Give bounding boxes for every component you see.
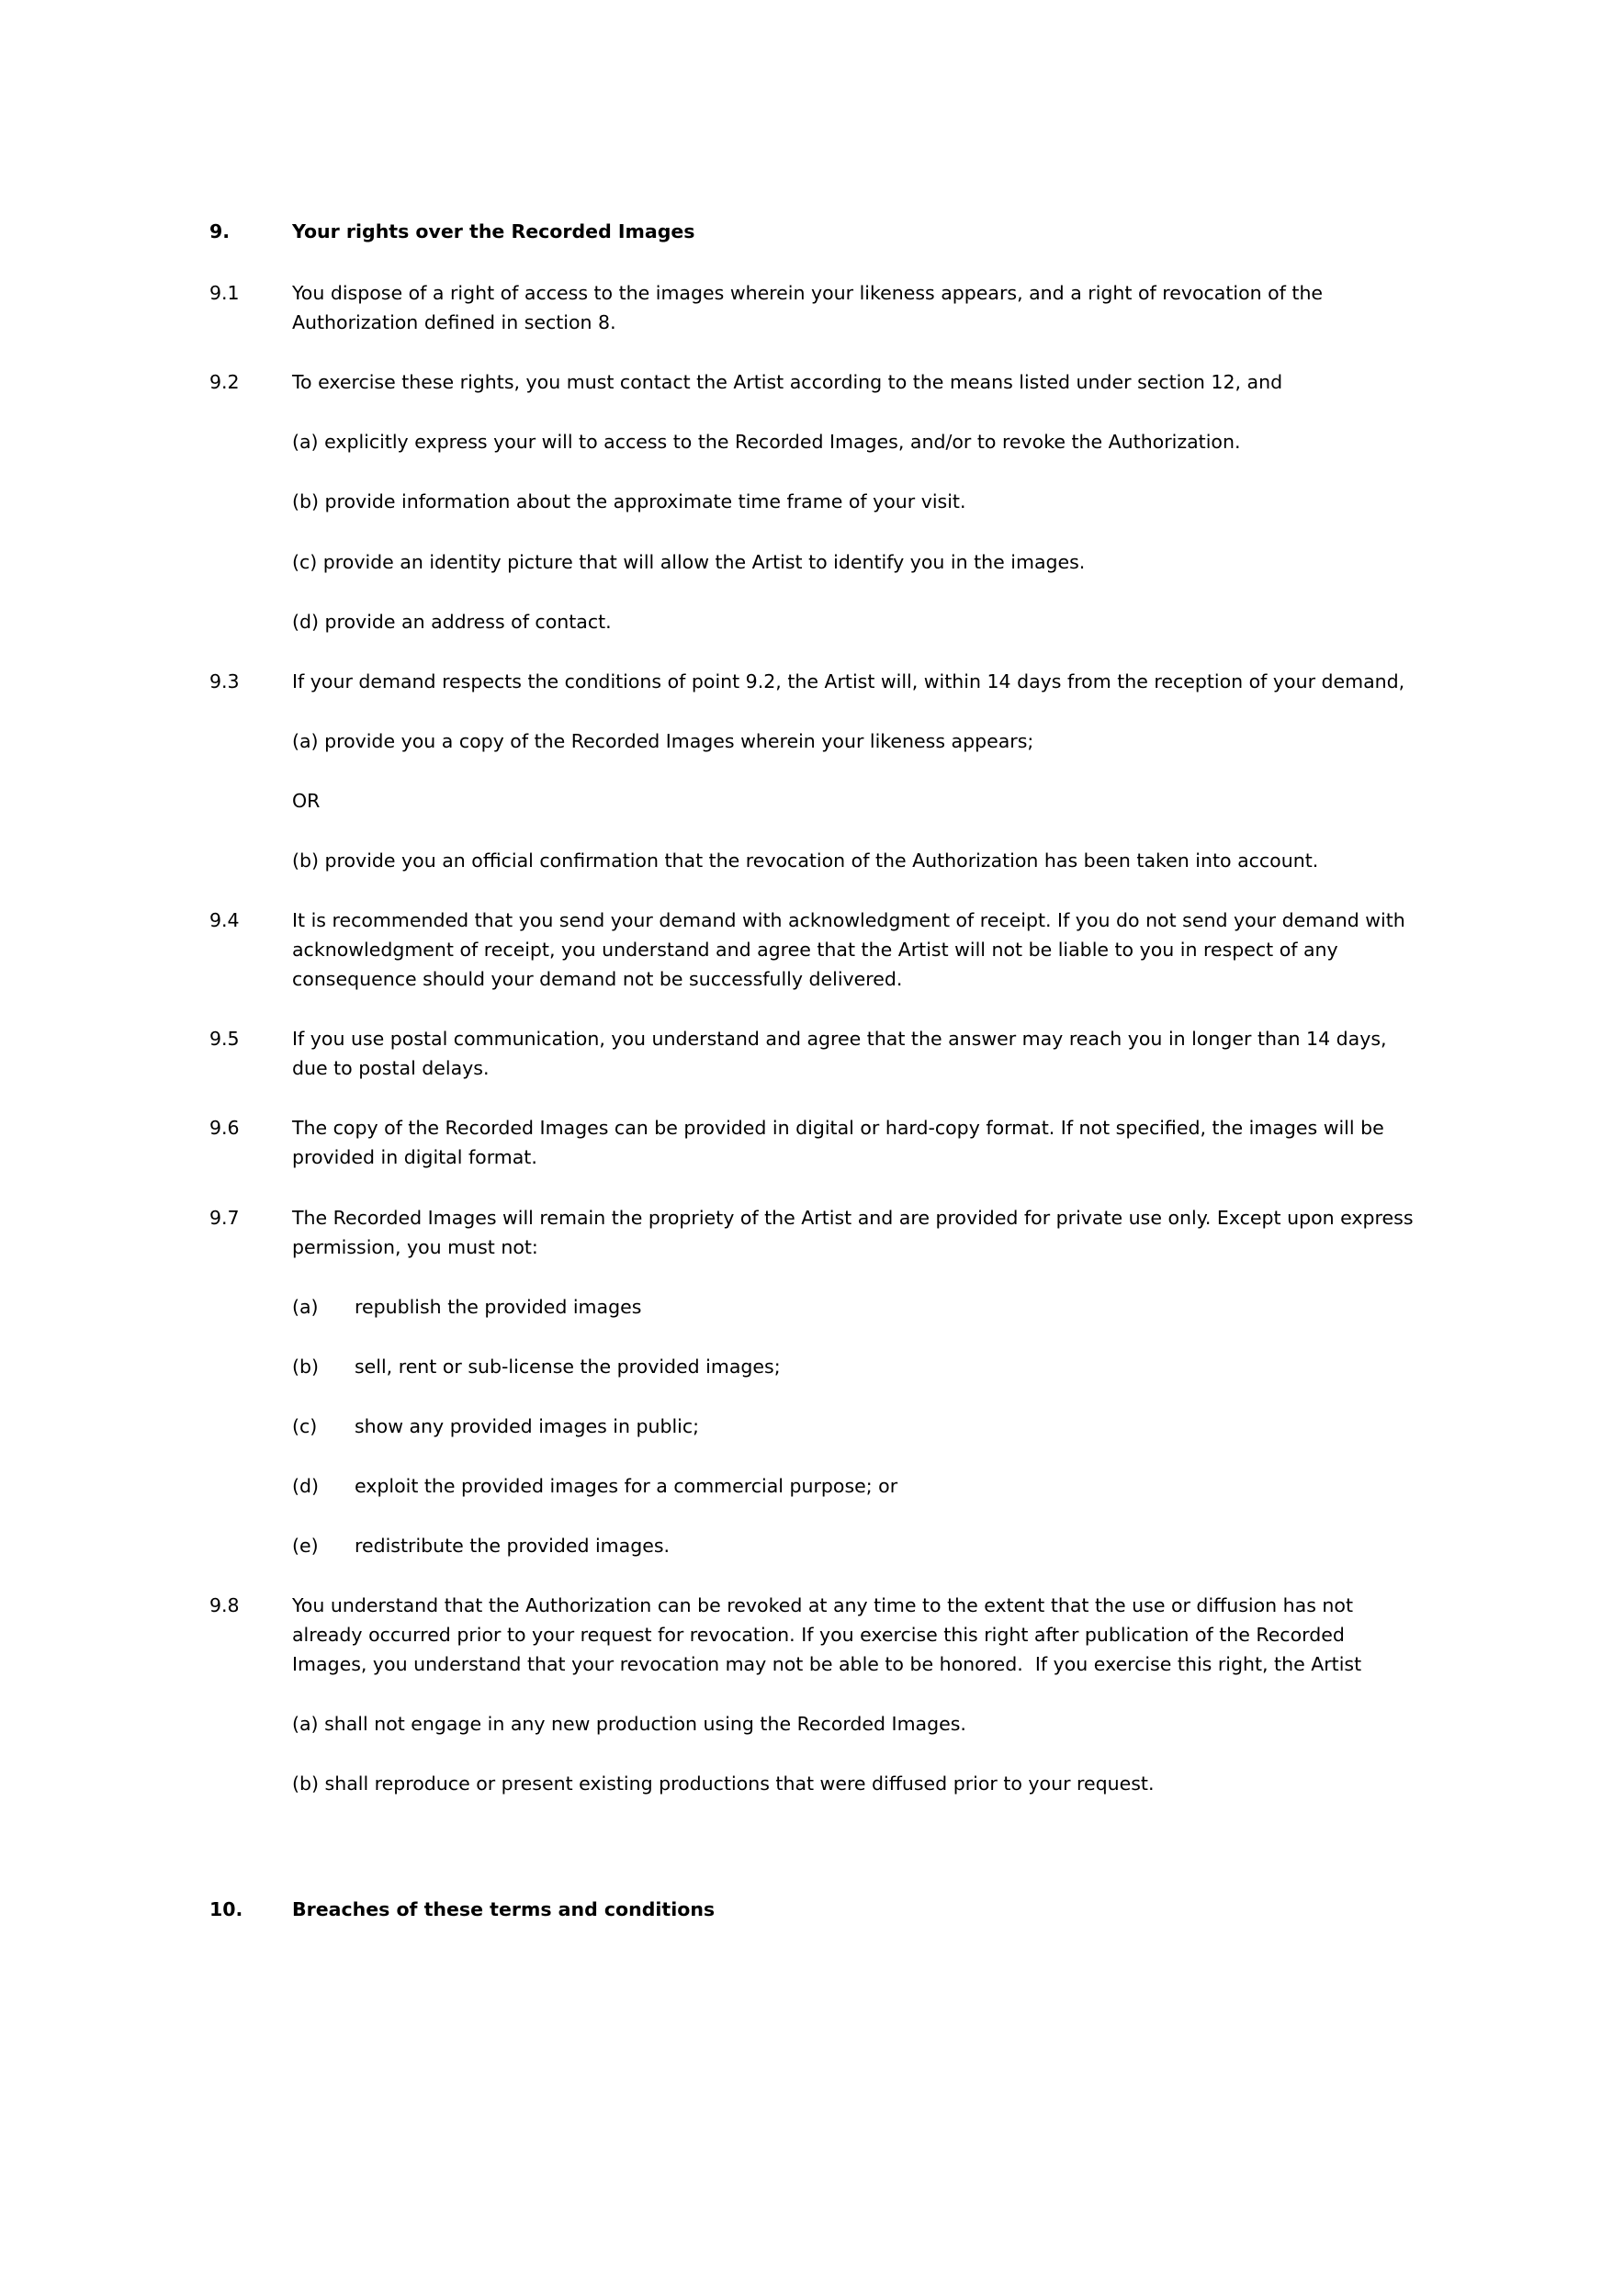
lettered-list-item xyxy=(292,1352,1418,1381)
sub-paragraph: (b) provide you an official confirmation that the revocation of the Authorization has been taken into account. xyxy=(292,849,1319,872)
numbered-clause xyxy=(209,367,1418,397)
clause-text: You understand that the Authorization can be revoked at any time to the extent that the use or diffusion has not already occurred prior to your request for revocation. If you exercise this right after publication of the Recorded Images, you understand that your revocation may not be able to be honored. If you exercise this right, the Artist xyxy=(292,1594,1362,1676)
lettered-list-marker: (d) xyxy=(292,1474,320,1497)
sub-paragraph: (c) provide an identity picture that will allow the Artist to identify you in the images. xyxy=(292,550,1086,573)
lettered-list-item xyxy=(292,1412,1418,1441)
numbered-clause xyxy=(209,1024,1418,1083)
numbered-clause xyxy=(209,1203,1418,1262)
clause-text: If your demand respects the conditions of point 9.2, the Artist will, within 14 days from the reception of your demand, xyxy=(292,670,1405,692)
sub-paragraph: (a) explicitly express your will to access to the Recorded Images, and/or to revoke the Authorization. xyxy=(292,431,1241,454)
sub-paragraph: (a) shall not engage in any new production using the Recorded Images. xyxy=(292,1713,966,1736)
lettered-list-item xyxy=(292,1531,1418,1560)
section-heading xyxy=(209,219,1418,245)
sub-paragraph: (d) provide an address of contact. xyxy=(292,610,612,633)
section-heading-number: 9. xyxy=(209,220,231,242)
lettered-list-item xyxy=(292,1471,1418,1501)
lettered-list-text: sell, rent or sub-license the provided images; xyxy=(355,1355,781,1378)
clause-text: If you use postal communication, you understand and agree that the answer may reach you in longer than 14 days, due to postal delays. xyxy=(292,1028,1393,1080)
clause-text: You dispose of a right of access to the images wherein your likeness appears, and a right of revocation of the Authorization defined in section 8. xyxy=(292,282,1329,334)
numbered-clause xyxy=(209,278,1418,337)
numbered-clause xyxy=(209,1591,1418,1679)
lettered-list-item xyxy=(292,1292,1418,1322)
lettered-list-text: show any provided images in public; xyxy=(355,1414,700,1437)
sub-paragraph: (b) shall reproduce or present existing productions that were diffused prior to your request. xyxy=(292,1773,1155,1795)
lettered-list-marker: (e) xyxy=(292,1534,319,1557)
clause-number: 9.6 xyxy=(209,1117,240,1140)
clause-number: 9.1 xyxy=(209,282,240,305)
clause-text: It is recommended that you send your demand with acknowledgment of receipt. If you do not send your demand with acknowledgment of receipt, you understand and agree that the Artist will not be liable to you in respect of any consequence should your demand not be successfully delivered. xyxy=(292,908,1412,991)
clause-number: 9.3 xyxy=(209,670,240,692)
clause-number: 9.8 xyxy=(209,1594,240,1617)
lettered-list-text: redistribute the provided images. xyxy=(355,1534,671,1557)
clause-number: 9.2 xyxy=(209,371,240,394)
sub-paragraph: (a) provide you a copy of the Recorded Images wherein your likeness appears; xyxy=(292,729,1034,752)
lettered-list-text: exploit the provided images for a commercial purpose; or xyxy=(355,1474,898,1497)
numbered-clause xyxy=(209,667,1418,696)
section-spacer xyxy=(209,1829,1418,1896)
lettered-list-marker: (a) xyxy=(292,1295,319,1318)
clause-text: The Recorded Images will remain the propriety of the Artist and are provided for private use only. Except upon express permission, you must not: xyxy=(292,1206,1420,1258)
section-heading-number: 10. xyxy=(209,1898,243,1921)
lettered-list-marker: (b) xyxy=(292,1355,320,1378)
sub-paragraph: (b) provide information about the approximate time frame of your visit. xyxy=(292,490,966,513)
clause-text: To exercise these rights, you must contact the Artist according to the means listed under section 12, and xyxy=(292,371,1283,394)
section-heading-title: Breaches of these terms and conditions xyxy=(292,1898,716,1921)
sub-paragraph: OR xyxy=(292,789,321,812)
numbered-clause xyxy=(209,1113,1418,1172)
section-heading-title: Your rights over the Recorded Images xyxy=(292,220,695,242)
numbered-clause xyxy=(209,906,1418,994)
lettered-list-text: republish the provided images xyxy=(355,1295,642,1318)
section-heading xyxy=(209,1896,1418,1923)
lettered-list-marker: (c) xyxy=(292,1414,318,1437)
clause-number: 9.5 xyxy=(209,1028,240,1051)
clause-number: 9.4 xyxy=(209,908,240,931)
document-content xyxy=(209,219,1418,1924)
clause-number: 9.7 xyxy=(209,1206,240,1229)
clause-text: The copy of the Recorded Images can be provided in digital or hard-copy format. If not specified, the images will be provided in digital format. xyxy=(292,1117,1391,1169)
